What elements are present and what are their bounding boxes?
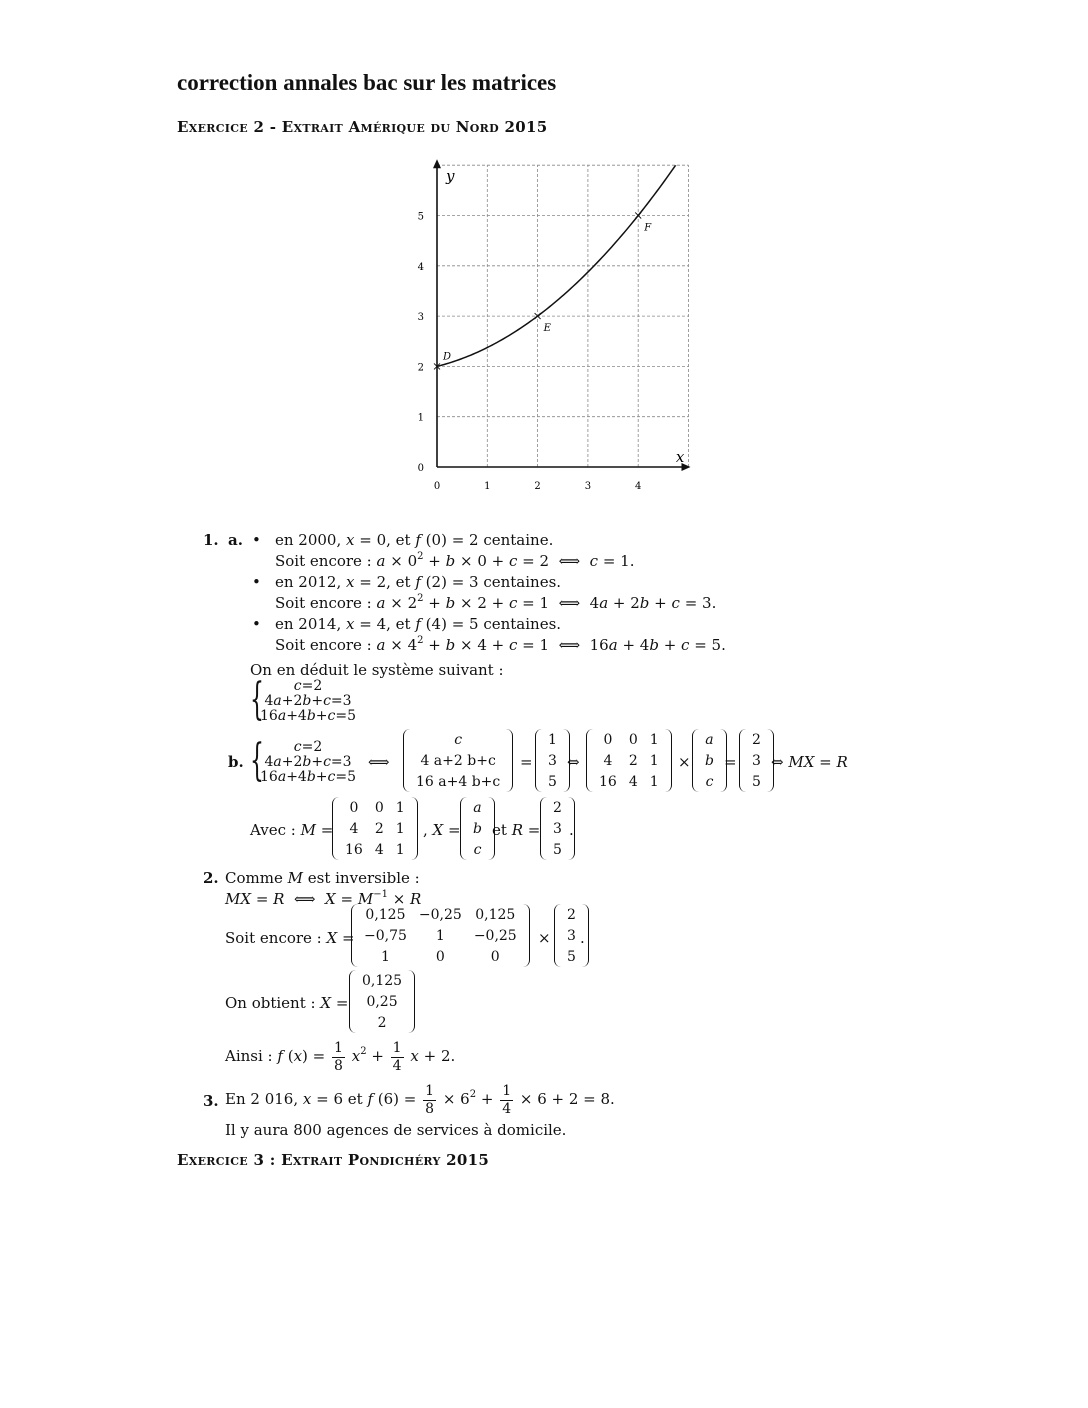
matrix-cell: 0 [374,799,384,816]
matrix-cell: 1 [649,773,659,790]
q2-number: 2. [203,869,219,887]
q2-soit: Soit encore : X = [225,929,355,947]
bullet-icon: • [252,573,261,591]
y-tick-label: 2 [417,362,424,374]
system-of-equations-b: c=2 4a+2b+c=3 16a+4b+c=5 [260,739,357,785]
vector-X-solution: 0,125 0,25 2 [349,970,415,1033]
exercise-3-heading: Exercice 3 : Extrait Pondichéry 2015 [177,1151,490,1169]
matrix-cell: 1 [649,731,659,748]
exercise-2-label: Exercice 2 [177,118,265,136]
matrix-cell: −0,75 [364,927,407,944]
q3-line-1: En 2 016, x = 6 et f (6) = $\frac{1}{8}$ × $6^2$ + $\frac{1}{4}$ × 6 + 2 = 8. [225,1082,615,1117]
x-axis-label: x [675,448,685,466]
q1-bullet-3-line-1: en 2014, x = 4, et f (4) = 5 centaines. [275,615,562,633]
vector-R-def: 2 3 5 [540,797,575,860]
exercise-3-label: Exercice 3 [177,1151,265,1169]
q1-bullet-2-line-1: en 2012, x = 2, et f (2) = 3 centaines. [275,573,562,591]
q1-bullet-1-line-1: en 2000, x = 0, et f (0) = 2 centaine. [275,531,554,549]
matrix-cell: 2 [374,820,384,837]
matrix-cell: 0 [490,948,500,965]
y-tick-label: 1 [417,412,424,424]
matrix-cell: −0,25 [473,927,517,944]
x-tick-label: 3 [584,481,592,492]
matrix-cell: 4 [603,752,613,769]
bullet-icon: • [252,615,261,633]
q1-avec: Avec : M = [250,821,334,839]
point-label-F: F [644,222,652,234]
q2-ainsi: Ainsi : f (x) = $\frac{1}{8}$ $x^2$ + $\frac{1}{4}$ x + 2. [225,1039,456,1074]
point-marker-F [635,213,641,219]
point-label-E: E [543,323,551,335]
matrix-cell: 0 [349,799,359,816]
y-tick-label: 0 [417,463,424,474]
matrix-cell: 4 [374,841,384,858]
vector-R-q2: 2 3 5 [554,904,589,967]
matrix-cell: 0,125 [475,906,516,923]
q3-line-2: Il y aura 800 agences de services à domicile. [225,1121,567,1139]
vector-R: 2 3 5 [739,729,774,792]
matrix-cell: 1 [395,841,405,858]
x-tick-label: 2 [534,481,541,492]
rhs-vector: 1 3 5 [535,729,570,792]
matrix-cell: 1 [380,948,390,965]
y-tick-label: 4 [417,261,424,273]
bullet-icon: • [252,531,261,549]
q1-bullet-2-line-2: Soit encore : $a \times 2^2 + b \times 2 + c = 1$ ⟺ 4a + 2b + c = 3. [275,593,717,612]
q1-bullet-3-line-2: Soit encore : $a \times 4^2 + b \times 4 + c = 1$ ⟺ 16a + 4b + c = 5. [275,635,726,654]
q2-line-1: Comme M est inversible : [225,869,420,887]
matrix-cell: 0 [603,731,613,748]
matrix-cell: 16 [599,773,617,790]
y-axis-label: y [446,167,455,186]
system-of-equations: c=2 4a+2b+c=3 16a+4b+c=5 [260,678,357,724]
vector-X: a b c [692,729,727,792]
matrix-cell: 4 [628,773,638,790]
y-tick-label: 3 [417,312,424,324]
exercise-2-heading: Exercice 2 - Extrait Amérique du Nord 2015 [177,118,548,136]
q2-obtient: On obtient : X = [225,994,349,1012]
y-axis-arrow-icon [433,159,441,168]
x-tick-label: 0 [433,481,441,492]
matrix-M-inverse [351,904,530,967]
matrix-cell: 1 [395,799,405,816]
matrix-M [586,729,672,792]
q1-number: 1. [203,531,219,549]
x-tick-label: 1 [484,481,491,492]
matrix-cell: 0 [628,731,638,748]
x-tick-label: 4 [635,481,642,492]
matrix-cell: 1 [435,927,445,944]
matrix-cell: 16 [345,841,363,858]
matrix-cell: 2 [628,752,638,769]
matrix-cell: 0 [435,948,445,965]
lhs-vector: c 4 a+2 b+c 16 a+4 b+c [403,729,513,792]
point-label-D: D [443,351,452,363]
equivalence-symbol: ⟺ [368,753,390,771]
left-brace-icon: { [250,735,264,786]
matrix-cell: −0,25 [418,906,462,923]
q1-deduce-text: On en déduit le système suivant : [250,661,504,679]
matrix-cell: 0,125 [365,906,406,923]
page-title: correction annales bac sur les matrices [177,70,557,95]
matrix-M-def [332,797,418,860]
matrix-cell: 4 [349,820,359,837]
left-brace-icon: { [250,674,264,725]
vector-X-def: a b c [460,797,495,860]
y-tick-label: 5 [417,211,424,223]
exercise-2-source: Extrait Amérique du Nord 2015 [281,118,548,136]
q2-line-2: MX = R ⟺ $X = M^{-1} \times R$ [225,889,422,908]
q1-a-label: a. [228,531,243,549]
matrix-cell: 1 [395,820,405,837]
q3-number: 3. [203,1092,219,1110]
exercise-3-source: Extrait Pondichéry 2015 [281,1151,490,1169]
matrix-cell: 1 [649,752,659,769]
q1-b-label: b. [228,753,244,771]
function-chart [400,155,700,500]
q1-bullet-1-line-2: Soit encore : $a \times 0^2 + b \times 0 + c = 2$ ⟺ c = 1. [275,551,635,570]
